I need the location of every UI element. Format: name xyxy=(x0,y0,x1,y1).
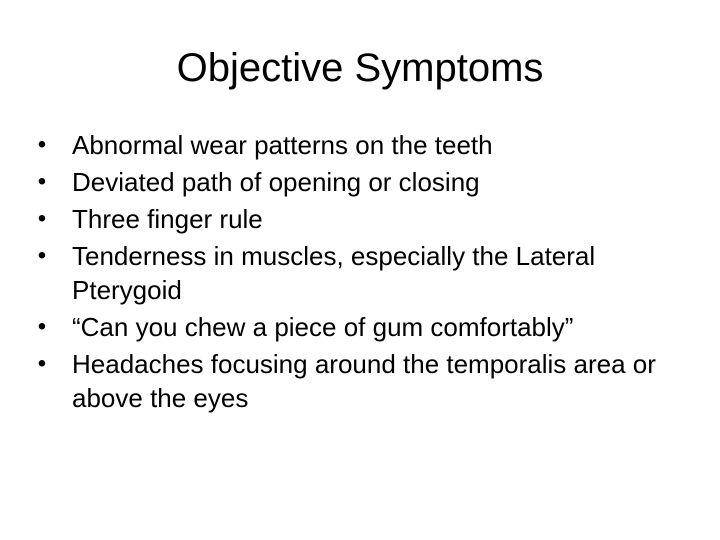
bullet-item-deviated-path xyxy=(36,165,696,199)
bullet-list xyxy=(36,128,696,418)
bullet-item-wear-patterns xyxy=(36,128,696,162)
bullet-dot-icon: • xyxy=(37,168,47,195)
bullet-item-three-finger-rule xyxy=(36,202,696,236)
bullet-text: Three finger rule xyxy=(72,204,263,234)
bullet-item-chew-gum xyxy=(36,310,696,344)
slide-title: Objective Symptoms xyxy=(176,46,544,90)
bullet-dot-icon: • xyxy=(37,131,47,158)
bullet-dot-icon: • xyxy=(37,350,47,377)
bullet-item-muscle-tenderness xyxy=(36,239,696,307)
bullet-text: Headaches focusing around the temporalis area or above the eyes xyxy=(72,349,656,413)
bullet-dot-icon: • xyxy=(37,313,47,340)
bullet-item-headaches xyxy=(36,347,696,415)
bullet-text: “Can you chew a piece of gum comfortably” xyxy=(72,312,574,342)
bullet-text: Deviated path of opening or closing xyxy=(72,167,480,197)
bullet-dot-icon: • xyxy=(37,242,47,269)
bullet-dot-icon: • xyxy=(37,205,47,232)
bullet-text: Abnormal wear patterns on the teeth xyxy=(72,130,493,160)
bullet-text: Tenderness in muscles, especially the Lateral Pterygoid xyxy=(72,241,596,305)
